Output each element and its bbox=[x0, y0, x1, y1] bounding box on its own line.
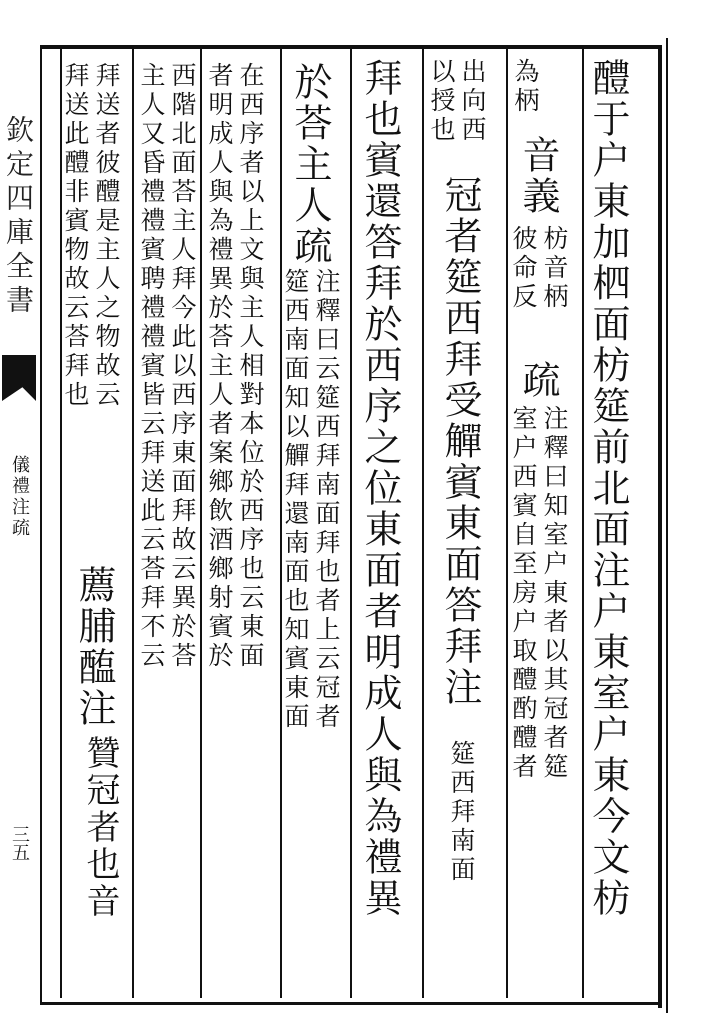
annotation-pair bbox=[62, 62, 120, 410]
annotation-left: 拜送此醴非賓物故云荅拜也 bbox=[61, 62, 90, 410]
annotation-left: 主人又昏禮禮賓聘禮禮賓皆云拜送此云荅拜不云 bbox=[137, 62, 166, 671]
column-rule bbox=[200, 48, 202, 998]
text-column-1: 醴于户東加柶面枋筵前北面注户東室户東今文枋 bbox=[586, 58, 630, 919]
annotation-pair bbox=[510, 225, 568, 312]
column-rule bbox=[506, 48, 508, 998]
annotation-right: 拜送者彼醴是主人之物故云 bbox=[92, 62, 121, 410]
margin-band bbox=[0, 45, 40, 1005]
column-rule bbox=[350, 48, 352, 998]
library-title: 欽定四庫全書 bbox=[2, 115, 35, 319]
annotation-left: 筵西南面知以觶拜還南面也知賓東面 bbox=[281, 268, 310, 732]
annotation-right: 枋音柄 bbox=[540, 225, 569, 312]
main-text-fragment: 冠者筵西拜受觶賓東面答拜注 bbox=[438, 175, 482, 708]
annotation-left: 以授也 bbox=[427, 58, 456, 145]
book-title: 儀禮注疏 bbox=[9, 455, 30, 539]
note-fragment: 為柄 bbox=[511, 58, 540, 116]
annotation-pair bbox=[428, 58, 486, 145]
column-rule bbox=[582, 48, 584, 998]
fishtail-mark-icon bbox=[2, 355, 36, 401]
annotation-right: 注釋曰知室户東者以其冠者筵 bbox=[540, 405, 569, 782]
main-text-fragment: 於荅主人疏 bbox=[288, 62, 332, 267]
main-text-fragment: 音義 bbox=[516, 135, 560, 217]
annotation-right: 西階北面荅主人拜今此以西序東面拜故云異於荅 bbox=[168, 62, 197, 671]
column-rule bbox=[422, 48, 424, 998]
annotation-right: 筵西拜南面 bbox=[447, 740, 476, 885]
annotation-pair bbox=[82, 735, 118, 920]
annotation-pair bbox=[138, 62, 196, 671]
annotation-right: 在西序者以上文與主人相對本位於西序也云東面 bbox=[236, 62, 265, 671]
annotation-left: 室户西賓自至房户取醴酌醴者 bbox=[509, 405, 538, 782]
main-text-fragment: 薦脯醢注 bbox=[72, 565, 116, 729]
page-frame-outer-rule bbox=[666, 38, 668, 1013]
text-column-2 bbox=[512, 58, 539, 116]
page-frame-right-rule bbox=[658, 45, 662, 1008]
annotation-pair bbox=[282, 268, 340, 732]
text-column-4: 拜也賓還答拜於西序之位東面者明成人與為禮異 bbox=[358, 58, 402, 919]
annotation-left: 彼命反 bbox=[509, 225, 538, 312]
annotation-pair bbox=[206, 62, 264, 671]
annotation-pair bbox=[510, 405, 568, 782]
annotation-pair bbox=[448, 740, 475, 885]
column-rule bbox=[132, 48, 134, 998]
annotation-right: 出向西 bbox=[458, 58, 487, 145]
annotation-left: 者明成人與為禮異於荅主人者案鄉飲酒鄉射賓於 bbox=[205, 62, 234, 671]
annotation-right: 贊冠者也音 bbox=[80, 735, 120, 920]
main-text-fragment: 疏 bbox=[516, 360, 560, 401]
page-number: 三五 bbox=[9, 825, 30, 861]
annotation-right: 注釋曰云筵西拜南面拜也者上云冠者 bbox=[312, 268, 341, 732]
